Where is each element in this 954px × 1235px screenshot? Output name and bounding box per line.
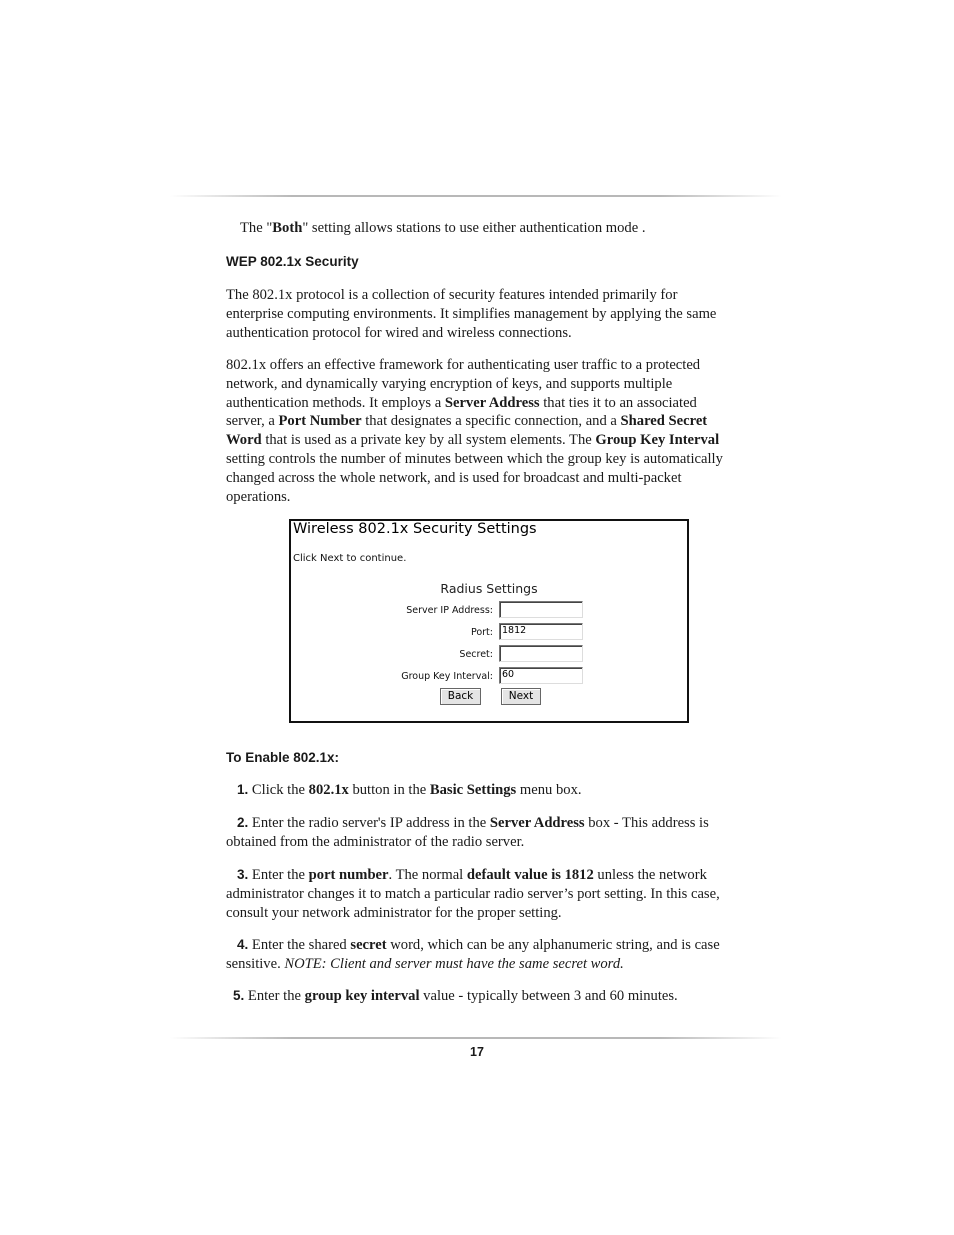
intro-both: Both	[272, 220, 303, 236]
step-2-number: 2.	[237, 815, 249, 830]
step-4-number: 4.	[237, 937, 249, 952]
server-ip-input[interactable]	[499, 601, 583, 618]
framework-text-f: setting controls the number of minutes between which the group key is automatically changed across the whole network, and is used for broadcast and multi-packet operations.	[226, 450, 723, 505]
intro-text-a: The "	[240, 220, 273, 236]
term-shared-secret: Shared Secret Word	[226, 413, 708, 449]
paragraph-protocol: The 802.1x protocol is a collection of security features intended primarily for enterprise computing environments. It simplifies management by applying the same authentication protocol for wired and wireless connections.	[226, 287, 717, 341]
step-1-number: 1.	[237, 782, 249, 797]
intro-paragraph	[240, 219, 740, 238]
term-server-address: Server Address	[444, 394, 540, 411]
framework-text-c: that ties it to an associated server, a	[226, 394, 697, 430]
step-5-text-a: Enter the	[244, 988, 305, 1004]
step-2-text-a: Enter the radio server's IP address in the	[248, 815, 490, 831]
step-3	[226, 866, 731, 922]
step-1-term-basic-settings: Basic Settings	[429, 782, 517, 798]
step-4-term-secret: secret	[350, 937, 387, 953]
radius-settings-heading: Radius Settings	[440, 581, 538, 596]
server-ip-label: Server IP Address:	[406, 605, 493, 616]
step-2-term-server-address: Server Address	[489, 815, 585, 831]
port-label: Port:	[470, 627, 493, 638]
step-3-term-default: default value is 1812	[466, 867, 594, 883]
step-1-text-a: Click the	[248, 782, 309, 798]
bottom-divider	[170, 1037, 782, 1039]
framework-text-d: that designates a specific connection, and a	[361, 413, 621, 430]
step-2-text-c: box - This address is obtained from the administrator of the radio server.	[226, 815, 709, 850]
instruction-c: to continue.	[343, 553, 407, 564]
heading-enable: To Enable 802.1x:	[226, 750, 340, 765]
step-4	[226, 936, 731, 974]
step-1-text-d: menu box.	[516, 782, 582, 798]
step-5-number: 5.	[233, 988, 245, 1003]
step-3-text-a: Enter the	[248, 867, 309, 883]
step-1	[226, 781, 731, 800]
term-port-number: Port Number	[278, 413, 362, 430]
framework-text-e: that is used as a private key by all system elements. The	[261, 432, 596, 449]
step-3-number: 3.	[237, 867, 249, 882]
settings-title: Wireless 802.1x Security Settings	[293, 521, 537, 537]
instruction-next: Next	[320, 553, 344, 564]
step-3-term-port-number: port number	[308, 867, 389, 883]
secret-input[interactable]	[499, 645, 583, 662]
next-button[interactable]: Next	[501, 688, 541, 705]
step-4-text-a: Enter the shared	[248, 937, 351, 953]
heading-wep-security: WEP 802.1x Security	[226, 254, 359, 269]
step-5-term-group-key: group key interval	[304, 988, 420, 1004]
top-divider	[170, 195, 782, 197]
step-2	[226, 814, 731, 852]
step-5-text-c: value - typically between 3 and 60 minutes.	[419, 988, 678, 1004]
step-5	[226, 987, 731, 1006]
framework-text-a: 802.1x offers an effective framework for authenticating user traffic to a protected network, and dynamically varying encryption of keys, and supports multiple authentication methods. It employs a	[226, 357, 701, 411]
step-3-text-d: unless the network administrator changes it to match a particular radio server’s port setting. In this case, consult your network administrator for the proper setting.	[226, 867, 720, 921]
group-key-interval-label: Group Key Interval:	[401, 671, 493, 682]
intro-text-b: " setting allows stations to use either authentication mode .	[302, 220, 646, 236]
step-1-text-c: button in the	[348, 782, 430, 798]
term-group-key-interval: Group Key Interval	[595, 432, 720, 449]
step-4-note: NOTE: Client and server must have the same secret word.	[284, 955, 624, 972]
back-button[interactable]: Back	[440, 688, 481, 705]
page-number: 17	[470, 1045, 484, 1059]
secret-label: Secret:	[459, 649, 493, 660]
paragraph-framework	[226, 356, 731, 506]
step-1-term-802: 802.1x	[308, 782, 349, 798]
port-input[interactable]: 1812	[499, 623, 583, 640]
group-key-interval-input[interactable]: 60	[499, 667, 583, 684]
step-3-text-c: . The normal	[388, 867, 467, 883]
settings-instruction	[293, 553, 406, 564]
step-4-text-c: word, which can be any alphanumeric string, and is case sensitive.	[226, 937, 720, 972]
security-settings-screenshot	[289, 519, 689, 723]
instruction-a: Click	[293, 553, 321, 564]
